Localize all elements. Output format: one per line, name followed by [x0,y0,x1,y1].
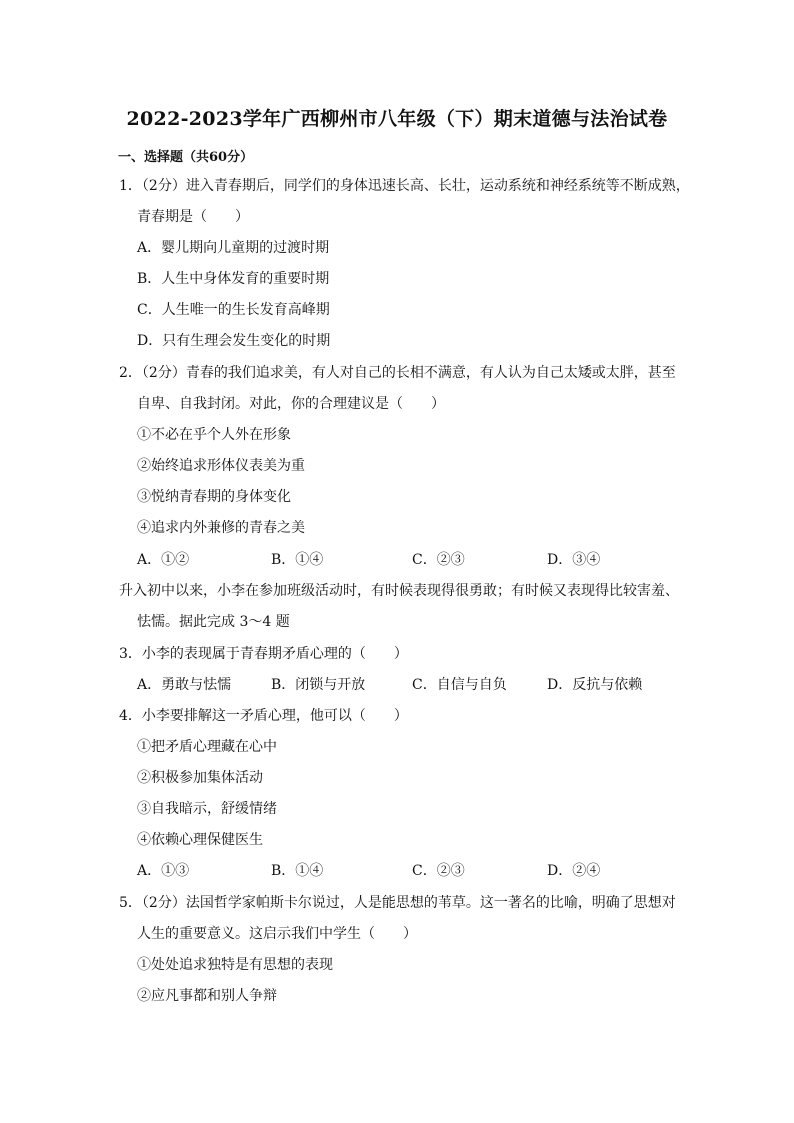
q3-option-d: D．反抗与依赖 [547,677,643,693]
q5-statement-2: ②应凡事都和别人争辩 [137,988,277,1004]
q2-statement-3: ③悦纳青春期的身体变化 [137,489,291,505]
q1-option-c: C．人生唯一的生长发育高峰期 [137,302,330,318]
q4-statement-4: ④依赖心理保健医生 [137,832,263,848]
q4-option-c: C．②③ [412,863,465,879]
q1-option-b: B．人生中身体发育的重要时期 [137,271,330,287]
q5-stem-line1: 5．（2分）法国哲学家帕斯卡尔说过，人是能思想的苇草。这一著名的比喻，明确了思想对 [119,895,676,911]
q4-stem: 4．小李要排解这一矛盾心理，他可以（ ） [119,708,408,724]
material-line2: 怯懦。据此完成 3～4 题 [137,614,290,630]
q5-statement-1: ①处处追求独特是有思想的表现 [137,957,333,973]
q3-stem: 3．小李的表现属于青春期矛盾心理的（ ） [119,646,408,662]
page-title: 2022-2023学年广西柳州市八年级（下）期末道德与法治试卷 [126,108,668,130]
q3-option-b: B．闭锁与开放 [271,677,366,693]
q4-statement-2: ②积极参加集体活动 [137,770,263,786]
q2-option-b: B．①④ [271,552,324,568]
q2-stem-line2: 自卑、自我封闭。对此，你的合理建议是（ ） [137,396,445,412]
q5-stem-line2: 人生的重要意义。这启示我们中学生（ ） [137,926,417,942]
q2-option-c: C．②③ [412,552,465,568]
q4-statement-1: ①把矛盾心理藏在心中 [137,739,277,755]
q1-option-d: D．只有生理会发生变化的时期 [137,333,331,349]
q3-option-c: C．自信与自负 [412,677,507,693]
material-line1: 升入初中以来，小李在参加班级活动时，有时候表现得很勇敢；有时候又表现得比较害羞、 [119,583,679,599]
q4-statement-3: ③自我暗示，舒缓情绪 [137,801,277,817]
q2-option-d: D．③④ [547,552,601,568]
q2-option-a: A．①② [137,552,190,568]
q1-option-a: A．婴儿期向儿童期的过渡时期 [137,240,330,256]
q2-stem-line1: 2．（2分）青春的我们追求美，有人对自己的长相不满意，有人认为自己太矮或太胖，甚至 [119,365,676,381]
q2-statement-2: ②始终追求形体仪表美为重 [137,458,305,474]
q1-stem-line2: 青春期是（ ） [137,209,249,225]
q4-option-d: D．②④ [547,863,601,879]
q2-statement-1: ①不必在乎个人外在形象 [137,427,291,443]
section-heading: 一、选择题（共60分） [118,150,254,165]
q1-stem-line1: 1．（2分）进入青春期后，同学们的身体迅速长高、长壮，运动系统和神经系统等不断成熟， [119,178,690,194]
q4-option-a: A．①③ [137,863,190,879]
q3-option-a: A．勇敢与怯懦 [137,677,232,693]
q4-option-b: B．①④ [271,863,324,879]
q2-statement-4: ④追求内外兼修的青春之美 [137,520,305,536]
